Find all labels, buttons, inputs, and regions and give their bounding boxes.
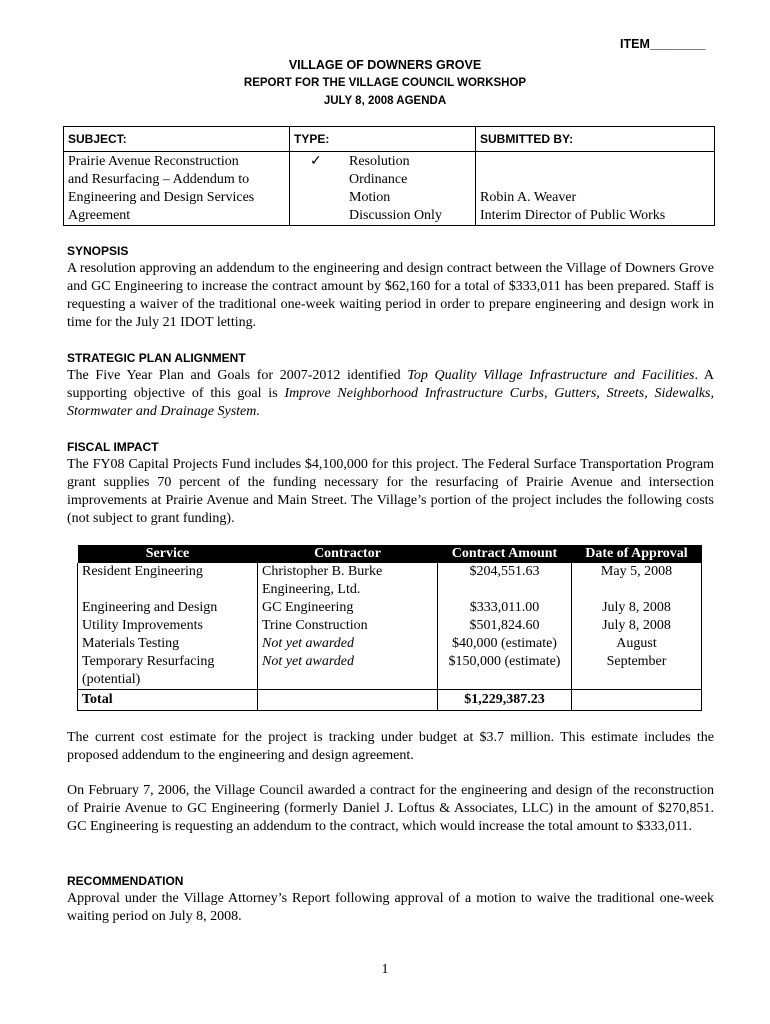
contractor-cell: Not yet awarded [258,653,438,690]
amount-cell: $501,824.60 [438,617,572,635]
strategic-objective-italic: Improve Neighborhood Infrastructure Curbs, Gutters, Streets, Sidewalks, Stormwater and Drainage System. [67,386,715,419]
contractor-cell: GC Engineering [258,599,438,617]
service-cell: Utility Improvements [78,617,258,635]
subject-line: and Resurfacing – Addendum to [68,172,250,187]
contractor-cell: Christopher B. Burke Engineering, Ltd. [258,563,438,599]
page-number: 1 [381,962,389,977]
total-row [78,690,702,711]
total-label: Total [78,690,258,711]
strategic-text-a: The Five Year Plan and Goals for 2007-2012 identified [67,368,408,383]
document-subtitle: REPORT FOR THE VILLAGE COUNCIL WORKSHOP [243,77,527,89]
submitted-by-header: SUBMITTED BY: [476,127,715,152]
recommendation-text: Approval under the Village Attorney’s Report following approval of a motion to waive the traditional one-week waiting period on July 8, 2008. [67,891,714,924]
cost-table [77,545,702,711]
service-cell: Temporary Resurfacing (potential) [78,653,258,690]
contractor-cell: Not yet awarded [258,635,438,653]
fiscal-impact-section [67,438,714,528]
subject-cell [64,152,290,226]
subject-line: Prairie Avenue Reconstruction [68,154,239,169]
budget-paragraph-section [67,729,714,765]
date-cell: September [572,653,702,690]
subject-line: Agreement [68,208,131,223]
strategic-plan-heading: STRATEGIC PLAN ALIGNMENT [67,351,246,365]
amount-cell: $204,551.63 [438,563,572,599]
document-title: VILLAGE OF DOWNERS GROVE [288,58,482,72]
total-date-cell [572,690,702,711]
total-contractor-cell [258,690,438,711]
recommendation-heading: RECOMMENDATION [67,874,184,888]
budget-paragraph: The current cost estimate for the project is tracking under budget at $3.7 million. This estimate includes the proposed addendum to the engineering and design agreement. [67,730,714,763]
subject-line: Engineering and Design Services [68,190,255,205]
amount-cell: $150,000 (estimate) [438,653,572,690]
history-paragraph: On February 7, 2006, the Village Council awarded a contract for the engineering and design of the reconstruction of Prairie Avenue to GC Engineering (formerly Daniel J. Loftus & Associates, LLC) in the amount of $270,851. GC Engineering is requesting an addendum to the contract, which would increase the total amount to $333,011. [67,783,714,834]
strategic-plan-section [67,349,714,421]
table-row [78,635,702,653]
type-option-motion: Motion [349,190,391,205]
date-cell: May 5, 2008 [572,563,702,599]
submitted-by-cell [476,152,715,226]
submitter-name: Robin A. Weaver [480,190,577,205]
recommendation-section [67,872,714,926]
date-cell: August [572,635,702,653]
type-option-discussion-only: Discussion Only [349,208,442,223]
subject-header: SUBJECT: [64,127,290,152]
table-row [78,599,702,617]
contractor-cell: Trine Construction [258,617,438,635]
column-header-service: Service [78,545,258,563]
report-info-table [63,126,715,226]
table-row [78,617,702,635]
date-cell: July 8, 2008 [572,617,702,635]
service-cell: Resident Engineering [78,563,258,599]
strategic-plan-text [67,367,714,421]
type-header: TYPE: [290,127,476,152]
strategic-text-b: . A supporting objective of this goal is [67,368,714,401]
type-option-resolution: Resolution [349,154,410,169]
strategic-goal-italic: Top Quality Village Infrastructure and Facilities [407,368,695,383]
agenda-date: JULY 8, 2008 AGENDA [323,95,447,107]
service-cell: Materials Testing [78,635,258,653]
date-cell: July 8, 2008 [572,599,702,617]
submitter-title: Interim Director of Public Works [480,208,666,223]
fiscal-impact-text: The FY08 Capital Projects Fund includes $4,100,000 for this project. The Federal Surface Transportation Program grant supplies 70 percent of the funding necessary for the resurfacing of Prairie Avenue and intersection improvements at Prairie Avenue and Main Street. The Village’s portion of the project includes the following costs (not subject to grant funding). [67,457,714,526]
synopsis-section [67,242,714,332]
service-cell: Engineering and Design [78,599,258,617]
synopsis-text: A resolution approving an addendum to the engineering and design contract between the Village of Downers Grove and GC Engineering to increase the contract amount by $62,160 for a total of $333,011 has been prepared. Staff is requesting a waiver of the traditional one-week waiting period in order to prepare engineering and design work in time for the July 21 IDOT letting. [67,261,714,330]
column-header-contractor: Contractor [258,545,438,563]
item-number-label: ITEM________ [620,37,706,51]
amount-cell: $333,011.00 [438,599,572,617]
table-row [78,653,702,690]
history-paragraph-section [67,782,714,836]
synopsis-heading: SYNOPSIS [67,244,129,258]
fiscal-impact-heading: FISCAL IMPACT [67,440,159,454]
column-header-contract-amount: Contract Amount [438,545,572,563]
column-header-date-of-approval: Date of Approval [572,545,702,563]
type-option-ordinance: Ordinance [349,172,408,187]
checkmark-icon: ✓ [310,154,322,169]
table-row [78,563,702,599]
amount-cell: $40,000 (estimate) [438,635,572,653]
type-cell [290,152,476,226]
report-header [0,56,770,110]
total-amount: $1,229,387.23 [438,690,572,711]
